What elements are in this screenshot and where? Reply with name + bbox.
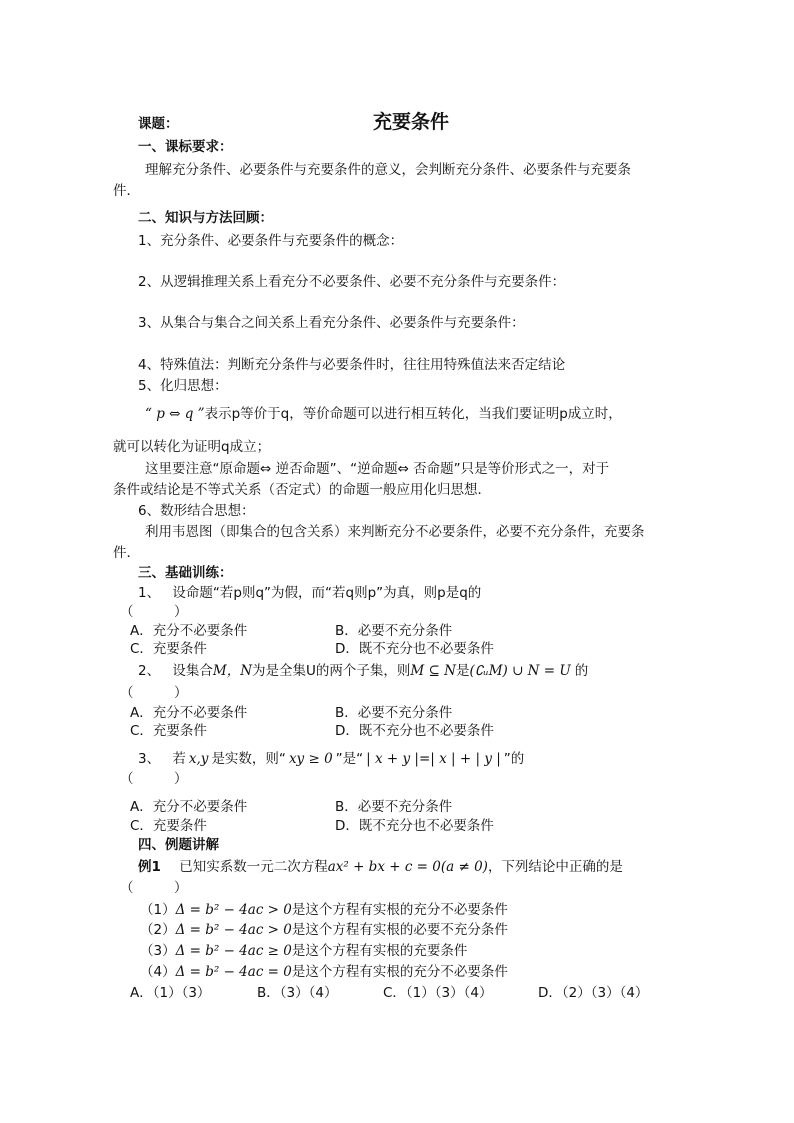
- item5-text: 表示p等价于q，等价命题可以进行相互转化，当我们要证明p成立时，: [204, 406, 622, 422]
- ex1-text-b: ，下列结论中正确的是: [487, 859, 623, 875]
- section1-heading: 一、课标要求：: [138, 139, 233, 155]
- q2-text-a: 设集合: [172, 663, 213, 679]
- item5-note2: 条件或结论是不等式关系（否定式）的命题一般应用化归思想．: [113, 482, 491, 498]
- q2-option-d: D．既不充分也不必要条件: [335, 723, 494, 739]
- ex1-statement-2: [140, 921, 508, 939]
- q2-option-c: C．充要条件: [130, 723, 207, 739]
- q2-stem: [138, 662, 588, 680]
- ex1-label: 例1: [138, 859, 161, 875]
- q3-option-b: B．必要不充分条件: [335, 799, 453, 815]
- q3-option-c: C．充要条件: [130, 818, 207, 834]
- q3-text-c: ”是“: [335, 751, 364, 767]
- q2-number: 2、: [138, 663, 161, 679]
- section3-heading: 三、基础训练：: [138, 565, 233, 581]
- s1-number: （1）: [140, 902, 176, 918]
- ex1-option-c: C．（1）（3）（4）: [383, 985, 493, 1001]
- s2-number: （2）: [140, 922, 176, 938]
- q1-number: 1、: [138, 585, 161, 601]
- item5-line2: 就可以转化为证明q成立；: [113, 439, 271, 455]
- q1-answer-paren: （ ）: [120, 604, 188, 620]
- q3-vars: x,y: [188, 751, 209, 767]
- q1-option-a: A．充分不必要条件: [130, 623, 248, 639]
- q2-option-a: A．充分不必要条件: [130, 705, 248, 721]
- section2-item1: 1、充分条件、必要条件与充要条件的概念：: [138, 233, 404, 249]
- q3-stem: [138, 750, 524, 768]
- s1-formula: Δ = b² − 4ac > 0: [175, 902, 292, 918]
- s4-number: （4）: [140, 964, 176, 980]
- item6-line1: 利用韦恩图（即集合的包含关系）来判断充分不必要条件，必要不充分条件，充要条: [145, 524, 645, 540]
- q2-text-c: 是: [455, 663, 470, 679]
- q3-option-d: D．既不充分也不必要条件: [335, 818, 494, 834]
- q2-answer-paren: （ ）: [120, 685, 188, 701]
- s4-text: 是这个方程有实根的充分不必要条件: [291, 964, 508, 980]
- ex1-answer-paren: （ ）: [120, 880, 188, 896]
- q3-formula2: | x + y |=| x | + | y |: [366, 751, 501, 767]
- s2-formula: Δ = b² − 4ac > 0: [175, 922, 292, 938]
- ex1-statement-1: [140, 901, 508, 919]
- ex1-option-a: A．（1）（3）: [130, 985, 211, 1001]
- s3-formula: Δ = b² − 4ac ≥ 0: [175, 943, 292, 959]
- ex1-statement-3: [140, 942, 467, 960]
- lesson-label: 课题：: [138, 116, 179, 132]
- s3-text: 是这个方程有实根的充要条件: [291, 943, 468, 959]
- q3-option-a: A．充分不必要条件: [130, 799, 248, 815]
- q2-text-d: 的: [574, 663, 589, 679]
- section4-heading: 四、例题讲解: [138, 837, 219, 853]
- section1-line2: 件．: [113, 183, 140, 199]
- ex1-formula: ax² + bx + c = 0(a ≠ 0): [327, 859, 488, 875]
- item5-paragraph: [145, 405, 622, 423]
- ex1-text-a: 已知实系数一元二次方程: [179, 859, 328, 875]
- q1-stem: [138, 584, 481, 602]
- ex1-option-b: B．（3）（4）: [257, 985, 338, 1001]
- section2-heading: 二、知识与方法回顾：: [138, 210, 273, 226]
- q1-text: 设命题“若p则q”为假，而“若q则p”为真，则p是q的: [172, 585, 482, 601]
- q1-option-b: B．必要不充分条件: [335, 623, 453, 639]
- s1-text: 是这个方程有实根的充分不必要条件: [291, 902, 508, 918]
- section2-item2: 2、从逻辑推理关系上看充分不必要条件、必要不充分条件与充要条件：: [138, 274, 566, 290]
- ex1-stem: [138, 858, 623, 876]
- item5-note1: 这里要注意“原命题⇔ 逆否命题”、“逆命题⇔ 否命题”只是等价形式之一，对于: [145, 461, 610, 477]
- section2-item3: 3、从集合与集合之间关系上看充分条件、必要条件与充要条件：: [138, 315, 525, 331]
- ex1-statement-4: [140, 963, 508, 981]
- section1-line1: 理解充分条件、必要条件与充要条件的意义，会判断充分条件、必要条件与充要条: [145, 162, 631, 178]
- q2-sets: M，N: [212, 663, 253, 679]
- section2-item6: 6、数形结合思想：: [138, 503, 255, 519]
- item6-line2: 件．: [113, 545, 140, 561]
- q2-formula1: M ⊆ N: [410, 663, 456, 679]
- q3-answer-paren: （ ）: [120, 771, 188, 787]
- q1-option-c: C．充要条件: [130, 641, 207, 657]
- s4-formula: Δ = b² − 4ac = 0: [175, 964, 292, 980]
- q2-formula2: (∁ᵤM) ∪ N = U: [469, 663, 571, 679]
- s3-number: （3）: [140, 943, 176, 959]
- section2-item4: 4、特殊值法：判断充分条件与必要条件时，往往用特殊值法来否定结论: [138, 357, 566, 373]
- q3-text-b: 是实数，则“: [211, 751, 286, 767]
- q1-option-d: D．既不充分也不必要条件: [335, 641, 494, 657]
- q3-text-d: ”的: [503, 751, 525, 767]
- q3-text-a: 若: [172, 751, 186, 767]
- q2-text-b: 为是全集U的两个子集，则: [252, 663, 411, 679]
- equivalence-formula: “ p ⇔ q ”: [145, 406, 205, 422]
- ex1-option-d: D．（2）（3）（4）: [538, 985, 649, 1001]
- section2-item5: 5、化归思想：: [138, 378, 228, 394]
- q3-formula1: xy ≥ 0: [288, 751, 333, 767]
- page-title: 充要条件: [373, 111, 450, 133]
- s2-text: 是这个方程有实根的必要不充分条件: [291, 922, 508, 938]
- q3-number: 3、: [138, 751, 161, 767]
- q2-option-b: B．必要不充分条件: [335, 705, 453, 721]
